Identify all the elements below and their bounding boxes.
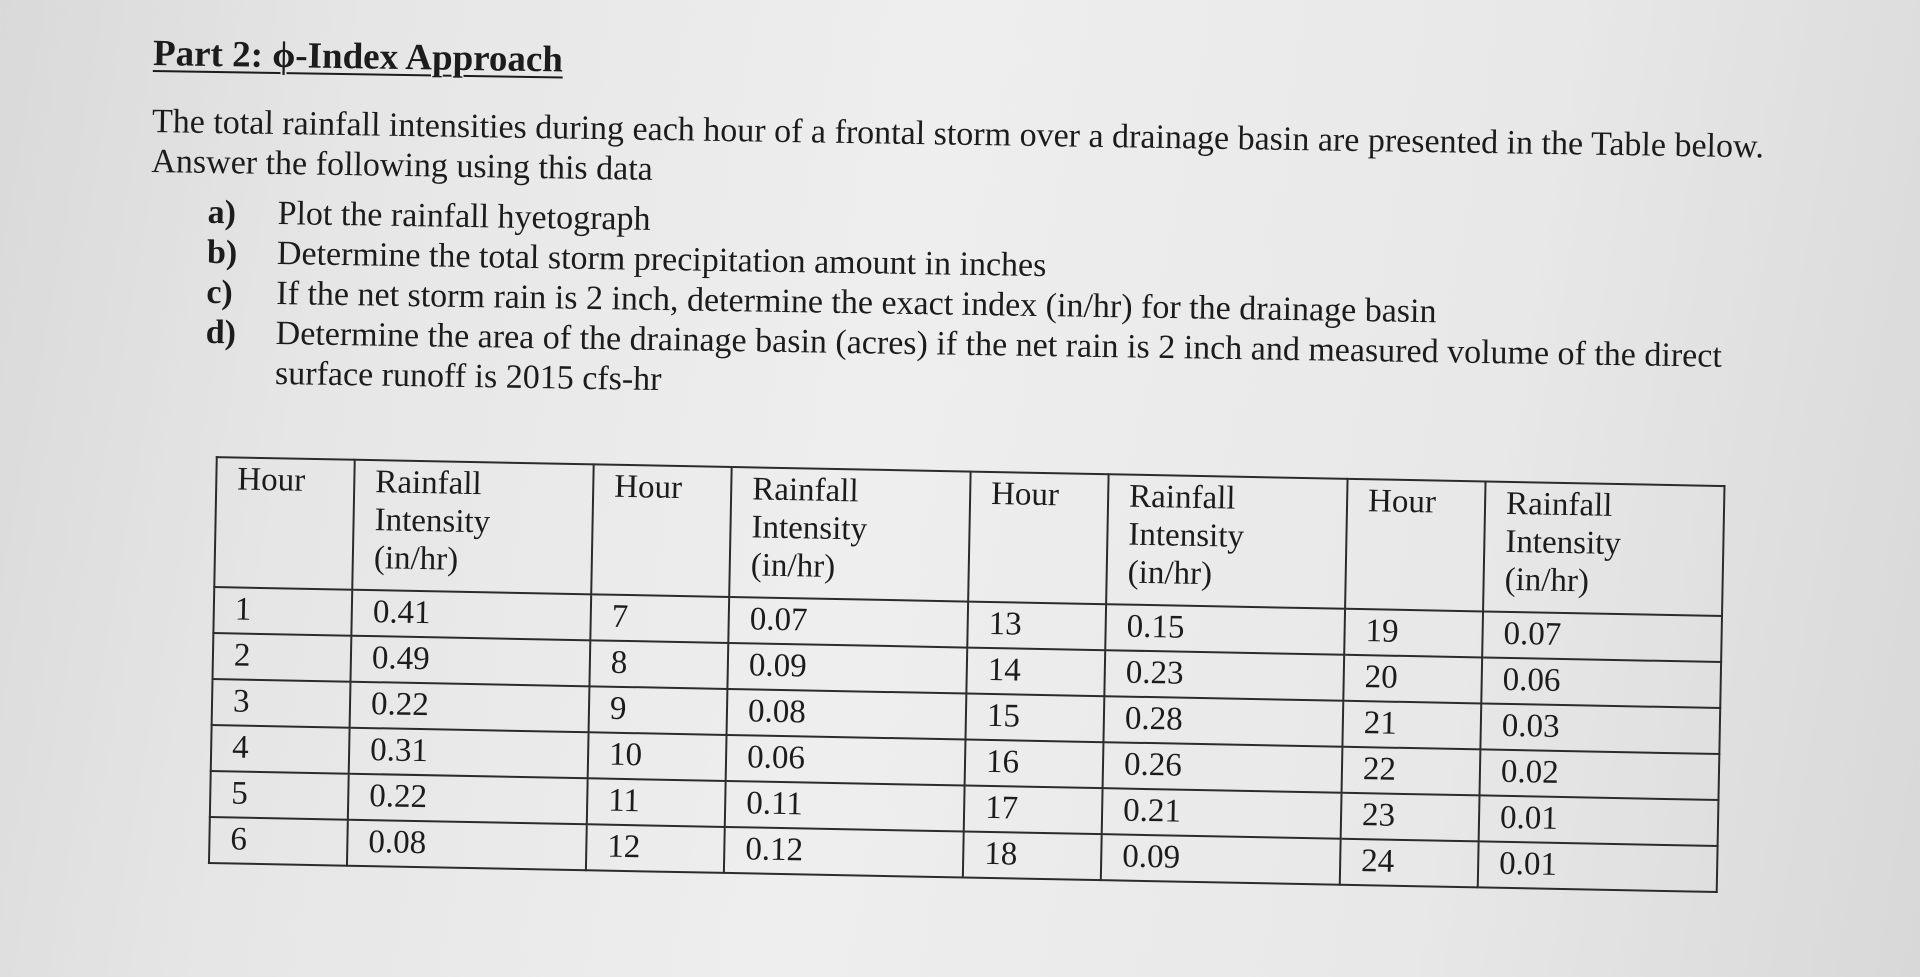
question-text: Determine the total storm precipitation amount in inches <box>276 235 1047 285</box>
intensity-cell: 0.01 <box>1478 841 1718 892</box>
hour-cell: 14 <box>966 648 1105 697</box>
intensity-cell: 0.23 <box>1104 650 1344 701</box>
header-intensity: Rainfall Intensity (in/hr) <box>352 460 593 595</box>
intensity-cell: 0.07 <box>728 597 968 648</box>
question-list <box>205 193 1788 418</box>
hour-cell: 5 <box>210 771 349 820</box>
header-intensity: Rainfall Intensity (in/hr) <box>1483 481 1724 616</box>
header-intensity: Rainfall Intensity (in/hr) <box>729 467 970 602</box>
header-intensity: Rainfall Intensity (in/hr) <box>1106 474 1347 609</box>
hour-cell: 1 <box>213 587 352 636</box>
intensity-cell: 0.09 <box>727 643 967 694</box>
intensity-cell: 0.21 <box>1102 788 1342 839</box>
intensity-cell: 0.31 <box>349 728 589 779</box>
hour-cell: 19 <box>1344 609 1483 658</box>
section-title: Part 2: ϕ-Index Approach <box>152 33 564 81</box>
hour-cell: 21 <box>1342 701 1481 750</box>
intensity-cell: 0.03 <box>1480 703 1720 754</box>
hour-cell: 12 <box>586 824 725 873</box>
hour-cell: 20 <box>1343 655 1482 704</box>
intensity-cell: 0.08 <box>347 820 587 871</box>
hour-cell: 2 <box>213 633 352 682</box>
intensity-cell: 0.22 <box>350 682 590 733</box>
intensity-cell: 0.02 <box>1480 749 1720 800</box>
intensity-cell: 0.06 <box>1481 657 1721 708</box>
intensity-cell: 0.22 <box>348 774 588 825</box>
intensity-cell: 0.15 <box>1105 604 1345 655</box>
intensity-cell: 0.26 <box>1103 742 1343 793</box>
question-text: Determine the area of the drainage basin (acres) if the net rain is 2 inch and measured volume of the direct surface runoff is 2015 cfs-hr <box>274 315 1723 399</box>
intensity-cell: 0.08 <box>727 689 967 740</box>
hour-cell: 10 <box>588 732 727 781</box>
question-text: If the net storm rain is 2 inch, determine the exact index (in/hr) for the drainage basin <box>276 275 1437 331</box>
intensity-cell: 0.12 <box>724 827 964 878</box>
hour-cell: 15 <box>965 694 1104 743</box>
hour-cell: 8 <box>589 640 728 689</box>
question-label: d) <box>205 313 237 352</box>
hour-cell: 11 <box>587 778 726 827</box>
header-hour: Hour <box>1345 479 1486 612</box>
intro-paragraph: The total rainfall intensities during each hour of a frontal storm over a drainage basin are presented in the Table below. Answer the following using this data <box>151 103 1765 188</box>
question-label: c) <box>206 273 234 312</box>
intensity-cell: 0.07 <box>1482 611 1722 662</box>
hour-cell: 9 <box>589 686 728 735</box>
rainfall-table <box>208 456 1726 893</box>
header-hour: Hour <box>214 457 355 590</box>
intensity-cell: 0.11 <box>725 781 965 832</box>
question-label: a) <box>207 193 237 232</box>
hour-cell: 24 <box>1340 839 1479 888</box>
hour-cell: 4 <box>211 725 350 774</box>
header-hour: Hour <box>968 472 1109 605</box>
hour-cell: 3 <box>212 679 351 728</box>
header-hour: Hour <box>591 464 732 597</box>
hour-cell: 16 <box>965 740 1104 789</box>
question-text: Plot the rainfall hyetograph <box>277 195 651 238</box>
intensity-cell: 0.01 <box>1479 795 1719 846</box>
hour-cell: 23 <box>1341 793 1480 842</box>
intensity-cell: 0.09 <box>1101 834 1341 885</box>
hour-cell: 18 <box>963 832 1102 881</box>
hour-cell: 13 <box>967 602 1106 651</box>
question-label: b) <box>206 233 238 272</box>
hour-cell: 17 <box>964 786 1103 835</box>
hour-cell: 7 <box>590 594 729 643</box>
intensity-cell: 0.41 <box>351 590 591 641</box>
hour-cell: 22 <box>1341 747 1480 796</box>
hour-cell: 6 <box>209 817 348 866</box>
intensity-cell: 0.06 <box>726 735 966 786</box>
intensity-cell: 0.49 <box>351 636 591 687</box>
intensity-cell: 0.28 <box>1103 696 1343 747</box>
rainfall-table-container <box>208 456 1726 893</box>
